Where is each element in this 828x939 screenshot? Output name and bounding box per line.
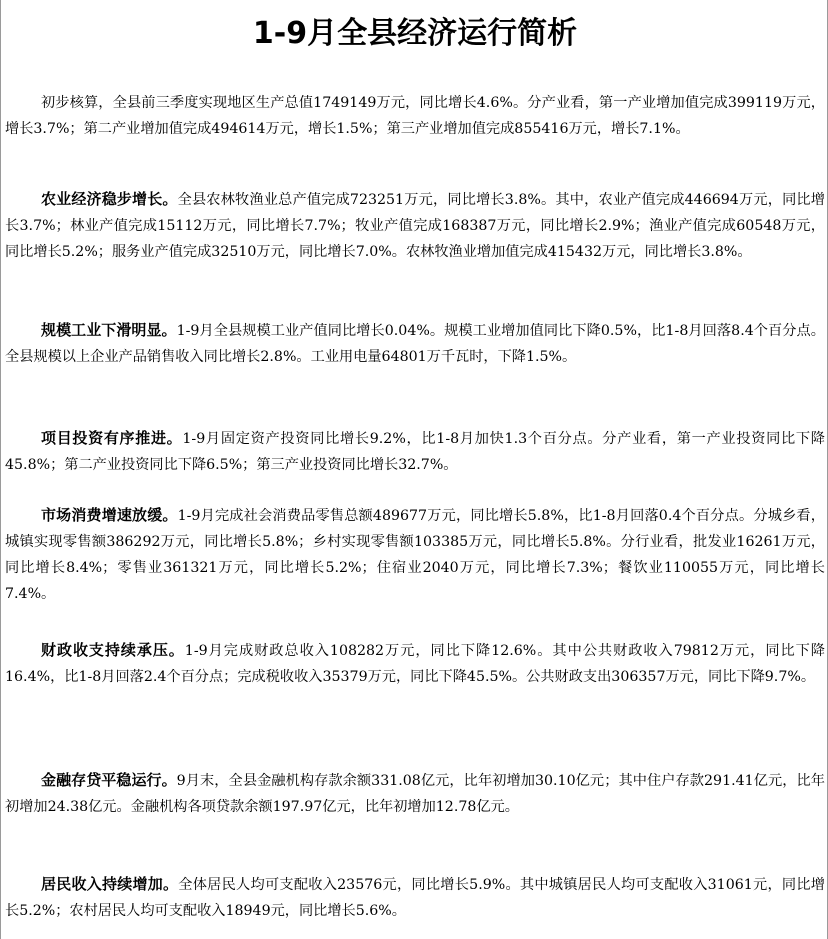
paragraph-lead: 金融存贷平稳运行。 bbox=[41, 771, 177, 789]
paragraph-finance bbox=[5, 637, 825, 690]
document-title: 1-9月全县经济运行简析 bbox=[252, 16, 578, 51]
paragraph-consumption bbox=[5, 502, 825, 607]
paragraph-agriculture bbox=[5, 186, 825, 265]
paragraph-text: 初步核算，全县前三季度实现地区生产总值1749149万元，同比增长4.6%。分产业看，第一产业增加值完成399119万元，增长3.7%；第二产业增加值完成494614万元，增长1.5%；第三产业增加值完成855416万元，增长7.1%。 bbox=[5, 95, 825, 137]
paragraph-lead: 规模工业下滑明显。 bbox=[41, 321, 177, 339]
paragraph-text: 1-9月固定资产投资同比增长9.2%，比1-8月加快1.3个百分点。分产业看，第一产业投资同比下降45.8%；第二产业投资同比下降6.5%；第三产业投资同比增长32.7%。 bbox=[5, 431, 825, 473]
paragraph-overview bbox=[5, 89, 825, 142]
paragraph-lead: 居民收入持续增加。 bbox=[41, 875, 179, 893]
paragraph-industry bbox=[5, 317, 825, 370]
paragraph-income bbox=[5, 871, 825, 924]
paragraph-banking bbox=[5, 767, 825, 820]
paragraph-text: 1-9月完成财政总收入108282万元，同比下降12.6%。其中公共财政收入79812万元，同比下降16.4%，比1-8月回落2.4个百分点；完成税收收入35379万元，同比下降45.5%。公共财政支出306357万元，同比下降9.7%。 bbox=[5, 643, 825, 685]
paragraph-investment bbox=[5, 425, 825, 478]
paragraph-text: 1-9月完成社会消费品零售总额489677万元，同比增长5.8%，比1-8月回落0.4个百分点。分城乡看，城镇实现零售额386292万元，同比增长5.8%；乡村实现零售额103385万元，同比增长5.8%。分行业看，批发业16261万元，同比增长8.4%；零售业361321万元，同比增长5.2%；住宿业2040万元，同比增长7.3%；餐饮业110055万元，同比增长7.4%。 bbox=[5, 508, 825, 602]
paragraph-text: 9月末，全县金融机构存款余额331.08亿元，比年初增加30.10亿元；其中住户存款291.41亿元，比年初增加24.38亿元。金融机构各项贷款余额197.97亿元，比年初增加12.78亿元。 bbox=[5, 773, 825, 815]
paragraph-lead: 财政收支持续承压。 bbox=[41, 641, 185, 659]
paragraph-text: 全县农林牧渔业总产值完成723251万元，同比增长3.8%。其中，农业产值完成446694万元，同比增长3.7%；林业产值完成15112万元，同比增长7.7%；牧业产值完成168387万元，同比增长2.9%；渔业产值完成60548万元，同比增长5.2%；服务业产值完成32510万元，同比增长7.0%。农林牧渔业增加值完成415432万元，同比增长3.8%。 bbox=[5, 192, 825, 260]
paragraph-lead: 市场消费增速放缓。 bbox=[41, 506, 178, 524]
paragraph-lead: 农业经济稳步增长。 bbox=[41, 190, 178, 208]
paragraph-lead: 项目投资有序推进。 bbox=[41, 429, 183, 447]
paragraph-text: 全体居民人均可支配收入23576元，同比增长5.9%。其中城镇居民人均可支配收入31061元，同比增长5.2%；农村居民人均可支配收入18949元，同比增长5.6%。 bbox=[5, 877, 825, 919]
paragraph-text: 1-9月全县规模工业产值同比增长0.04%。规模工业增加值同比下降0.5%，比1-8月回落8.4个百分点。全县规模以上企业产品销售收入同比增长2.8%。工业用电量64801万千瓦时，下降1.5%。 bbox=[5, 323, 825, 365]
